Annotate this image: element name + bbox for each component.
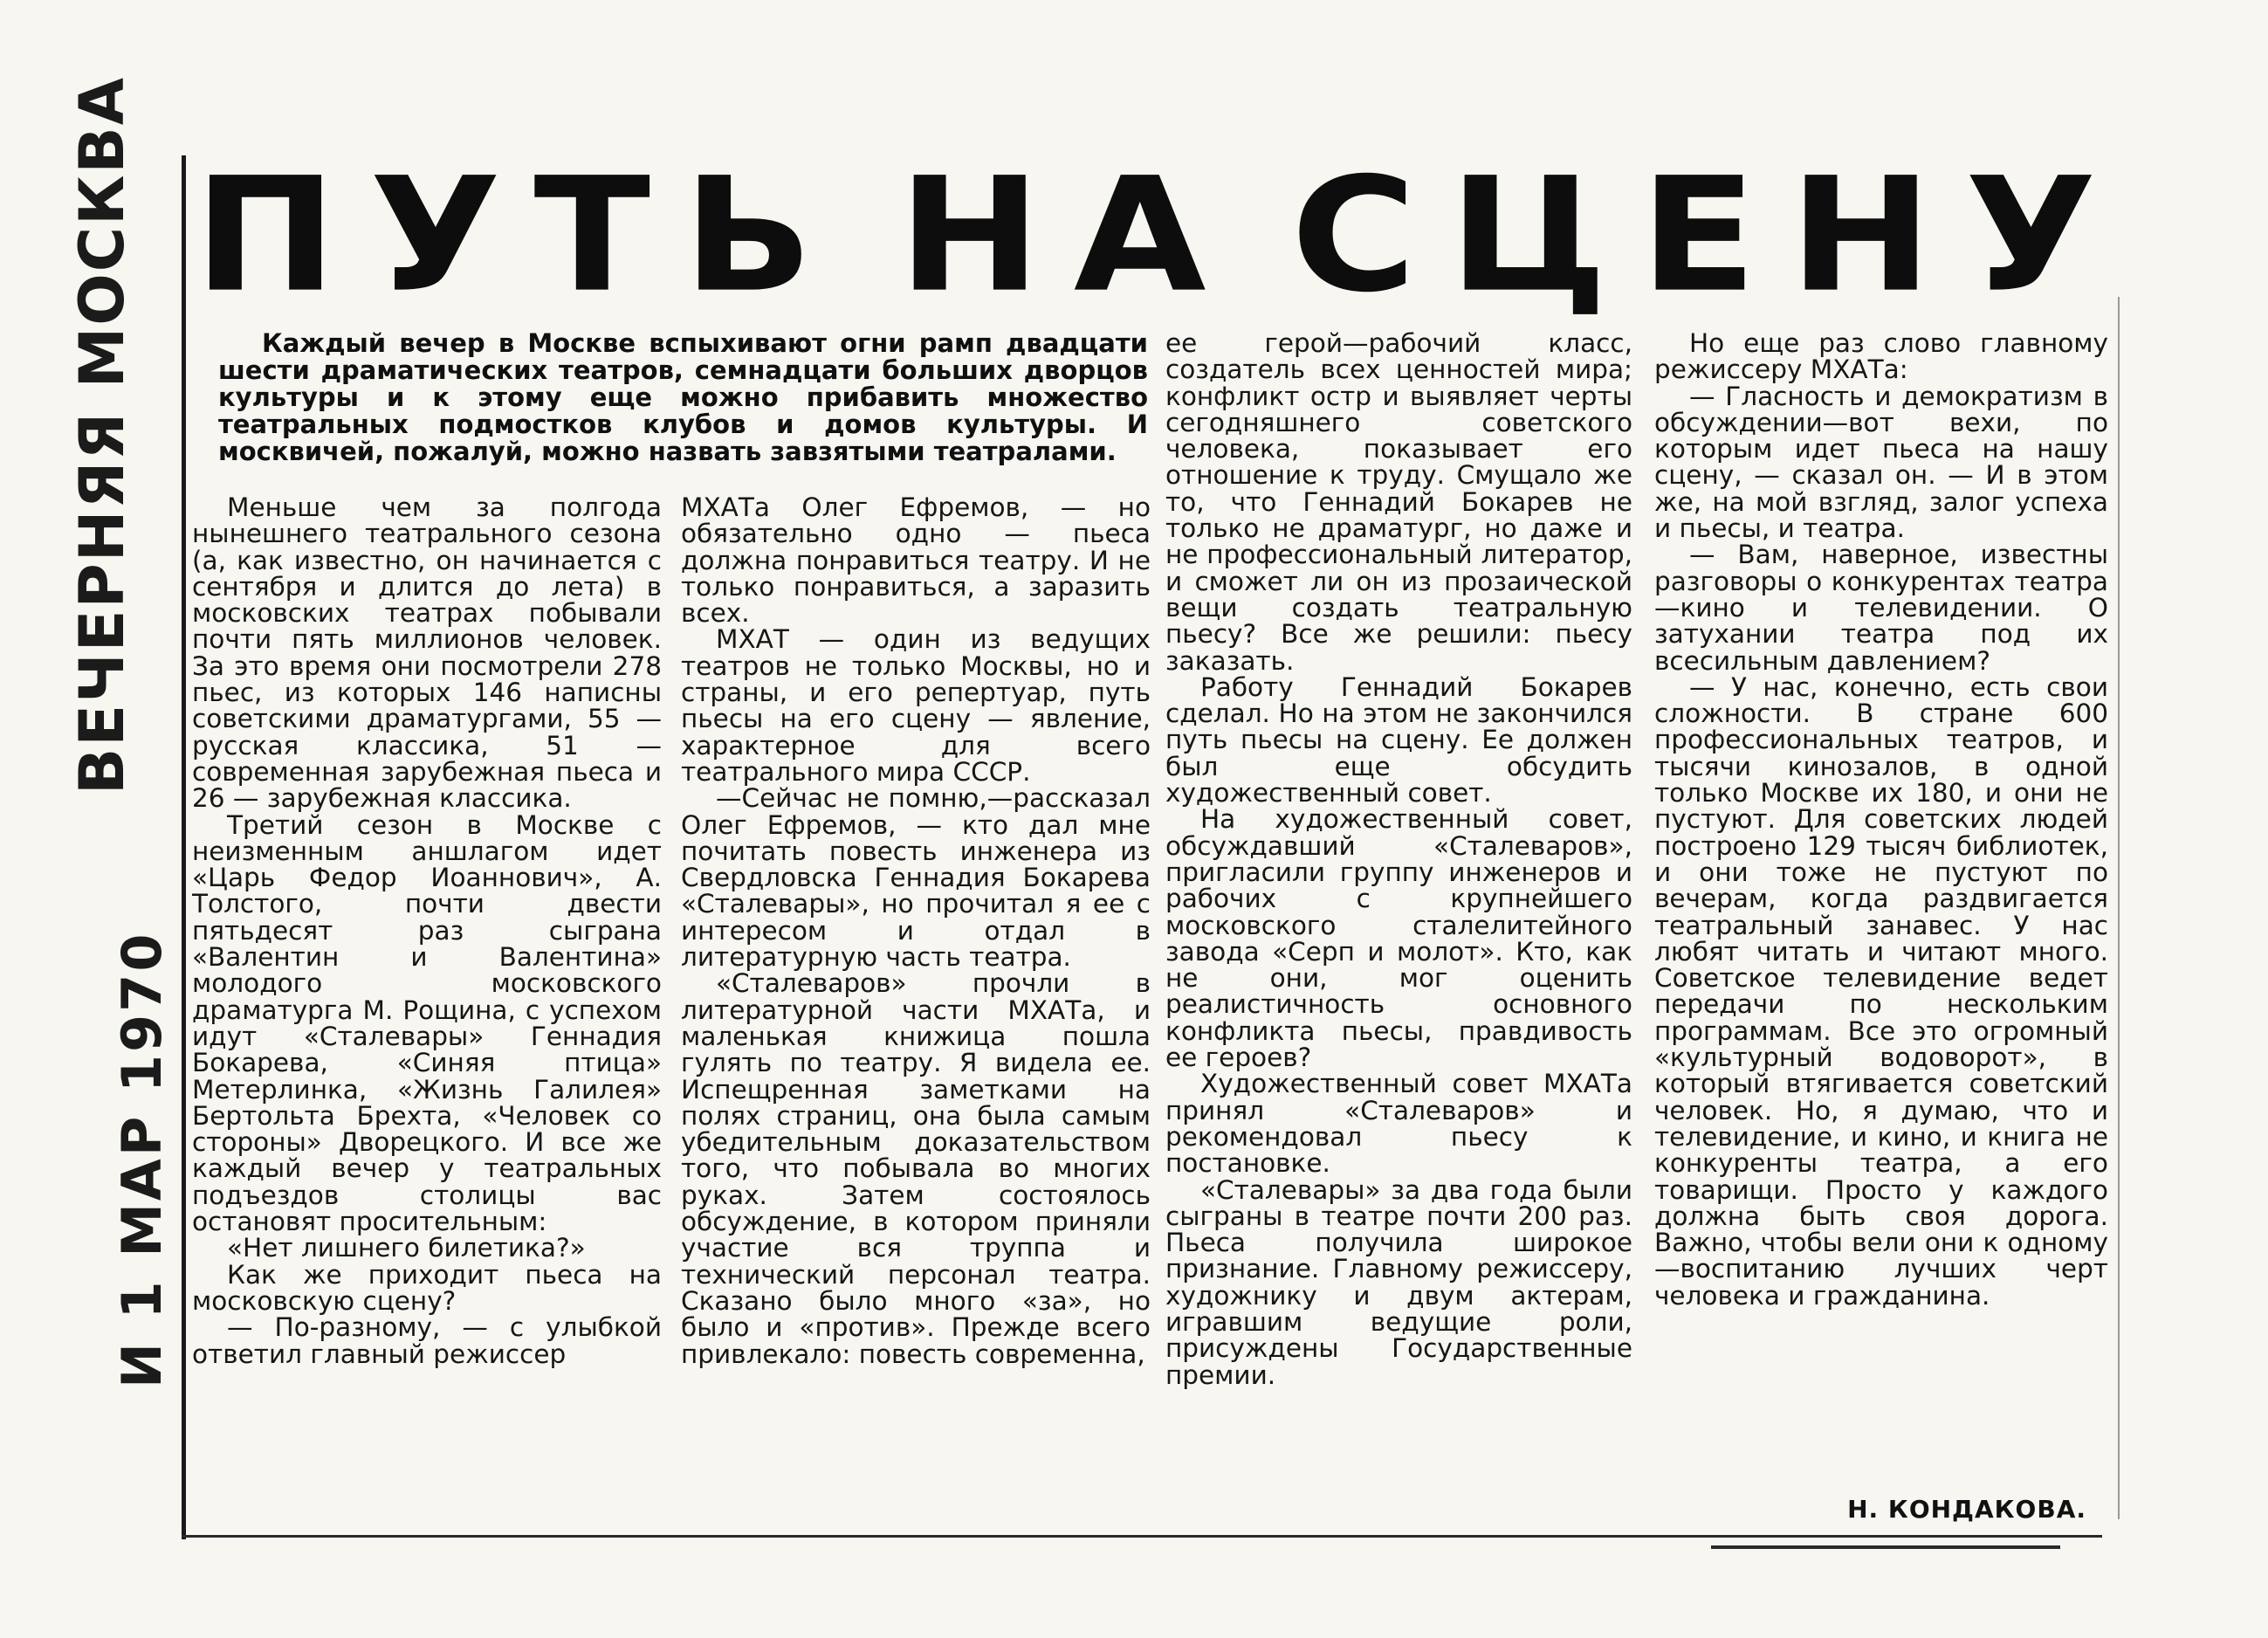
paragraph: Художественный совет МХАТа принял «Сталеваров» и рекомендовал пьесу к постановке. — [1165, 1069, 1632, 1179]
headline-letter: Н — [897, 144, 1041, 327]
article-column-4 — [1654, 330, 2108, 1487]
bottom-rule-secondary — [1711, 1545, 2060, 1549]
headline-letter: А — [1073, 144, 1206, 327]
article-column-2 — [681, 494, 1151, 1529]
paragraph: МХАТ — один из ведущих театров не только Москвы, но и страны, и его репертуар, путь пьесы на его сцену — явление, характерное для всего театрального мира СССР. — [681, 624, 1151, 787]
archive-stamp — [61, 76, 174, 1397]
headline-letter: Е — [1639, 144, 1757, 327]
stamp-source: ВЕЧЕРНЯЯ МОСКВА — [66, 76, 138, 795]
author-signature: Н. КОНДАКОВА. — [1847, 1495, 2086, 1524]
paragraph: Третий сезон в Москве с неизменным аншлагом идет «Царь Федор Иоаннович», А. Толстого, почти двести пятьдесят раз сыграна «Валентин и Валентина» молодого московского драматурга М. Рощина, с успехом идут «Сталевары» Геннадия Бокарева, «Синяя птица» Метерлинка, «Жизнь Галилея» Бертольта Брехта, «Человек со стороны» Дворецкого. И все же каждый вечер у театральных подъездов столицы вас остановят просительным: — [192, 809, 662, 1237]
headline-letter: П — [194, 144, 338, 327]
headline-letter: Н — [1789, 144, 1933, 327]
paragraph: Но еще раз слово главному режиссеру МХАТа: — [1654, 330, 2108, 385]
paragraph: — Вам, наверное, известны разговоры о конкурентах театра—кино и телевидении. О затухании театра под их всесильным давлением? — [1654, 540, 2108, 676]
paragraph: На художественный совет, обсуждавший «Сталеваров», пригласили группу инженеров и рабочих с крупнейшего московского сталелитейного завода «Серп и молот». Кто, как не они, мог оценить реалистичность основного конфликта пьесы, правдивость ее героев? — [1165, 804, 1632, 1073]
right-rule — [2118, 297, 2120, 1519]
paragraph: «Сталеваров» прочли в литературной части МХАТа, и маленькая книжица пошла гулять по театру. Я видела ее. Испещренная заметками на полях страниц, она была самым убедительным доказательством того, что побывала во многих руках. Затем состоялось обсуждение, в котором приняли участие вся труппа и технический персонал театра. Сказано было много «за», но было и «против». Прежде всего привлекало: повесть современна, — [681, 968, 1151, 1369]
paragraph: «Сталевары» за два года были сыграны в театре почти 200 раз. Пьеса получила широкое признание. Главному режиссеру, художнику и двум актерам, игравшим ведущие роли, присуждены Государственные премии. — [1165, 1174, 1632, 1390]
article-column-1 — [192, 494, 662, 1529]
paragraph: Меньше чем за полгода нынешнего театрального сезона (а, как известно, он начинается с сентября и длится до лета) в московских театрах побывали почти пять миллионов человек. За это время они посмотрели 278 пьес, из которых 146 написны советскими драматургами, 55 — русская классика, 51 — современная зарубежная пьеса и 26 — зарубежная классика. — [192, 494, 662, 814]
headline-letter: У — [369, 144, 502, 327]
headline — [194, 144, 2097, 327]
headline-letter: С — [1290, 144, 1417, 327]
bottom-rule — [182, 1535, 2102, 1538]
left-rule — [182, 155, 186, 1539]
paragraph: — По-разному, — с улыбкой ответил главный режиссер — [192, 1312, 662, 1369]
paragraph: «Нет лишнего билетика?» — [227, 1233, 586, 1263]
headline-letter: Ц — [1448, 144, 1608, 327]
paragraph: — Гласность и демократизм в обсуждении—вот вехи, по которым идет пьеса на нашу сцену, — сказал он. — И в этом же, на мой взгляд, залог успеха и пьесы, и театра. — [1654, 381, 2108, 544]
paragraph: —Сейчас не помню,—рассказал Олег Ефремов, — кто дал мне почитать повесть инженера из Свердловска Геннадия Бокарева «Сталевары», но прочитал я ее с интересом и отдал в литературную часть театра. — [681, 783, 1151, 973]
paragraph: — У нас, конечно, есть свои сложности. В стране 600 профессиональных театров, и тысячи кинозалов, в одной только Москве их 180, и они не пустуют. Для советских людей построено 129 тысяч библиотек, и они тоже не пустуют по вечерам, когда раздвигается театральный занавес. У нас любят читать и читают много. Советское телевидение ведет передачи по нескольким программам. Все это огромный «культурный водоворот», в который втягивается советский человек. Но, я думаю, что и телевидение, и кино, и книга не конкуренты театра, а его товарищи. Просто у каждого должна быть своя дорога. Важно, чтобы вели они к одному—воспитанию лучших черт человека и гражданина. — [1654, 671, 2108, 1311]
paragraph: Работу Геннадий Бокарев сделал. Но на этом не закончился путь пьесы на сцену. Ее должен был еще обсудить художественный совет. — [1165, 671, 1632, 809]
paragraph: МХАТа Олег Ефремов, — но обязательно одно — пьеса должна понравиться театру. И не только понравиться, а заразить всех. — [681, 494, 1151, 629]
headline-letter: Ь — [683, 144, 814, 327]
paragraph: ее герой—рабочий класс, создатель всех ценностей мира; конфликт остр и выявляет черты сегодняшнего советского человека, показывает его отношение к труду. Смущало же то, что Геннадий Бокарев не только не драматург, но даже и не профессиональный литератор, и сможет ли он из прозаической вещи создать театральную пьесу? Все же решили: пьесу заказать. — [1165, 330, 1632, 676]
headline-letter: Т — [533, 144, 651, 327]
headline-letter: У — [1964, 144, 2097, 327]
paragraph: Как же приходит пьеса на московскую сцену? — [192, 1259, 662, 1316]
article-column-3 — [1165, 330, 1632, 1529]
stamp-date: И 1 МАР 1970 — [110, 931, 174, 1388]
lead-paragraph: Каждый вечер в Москве вспыхивают огни рамп двадцати шести драматических театров, семнадцати больших дворцов культуры и к этому еще можно прибавить множество театральных подмостков клубов и домов культуры. И москвичей, пожалуй, можно назвать завзятыми театралами. — [218, 328, 1148, 466]
